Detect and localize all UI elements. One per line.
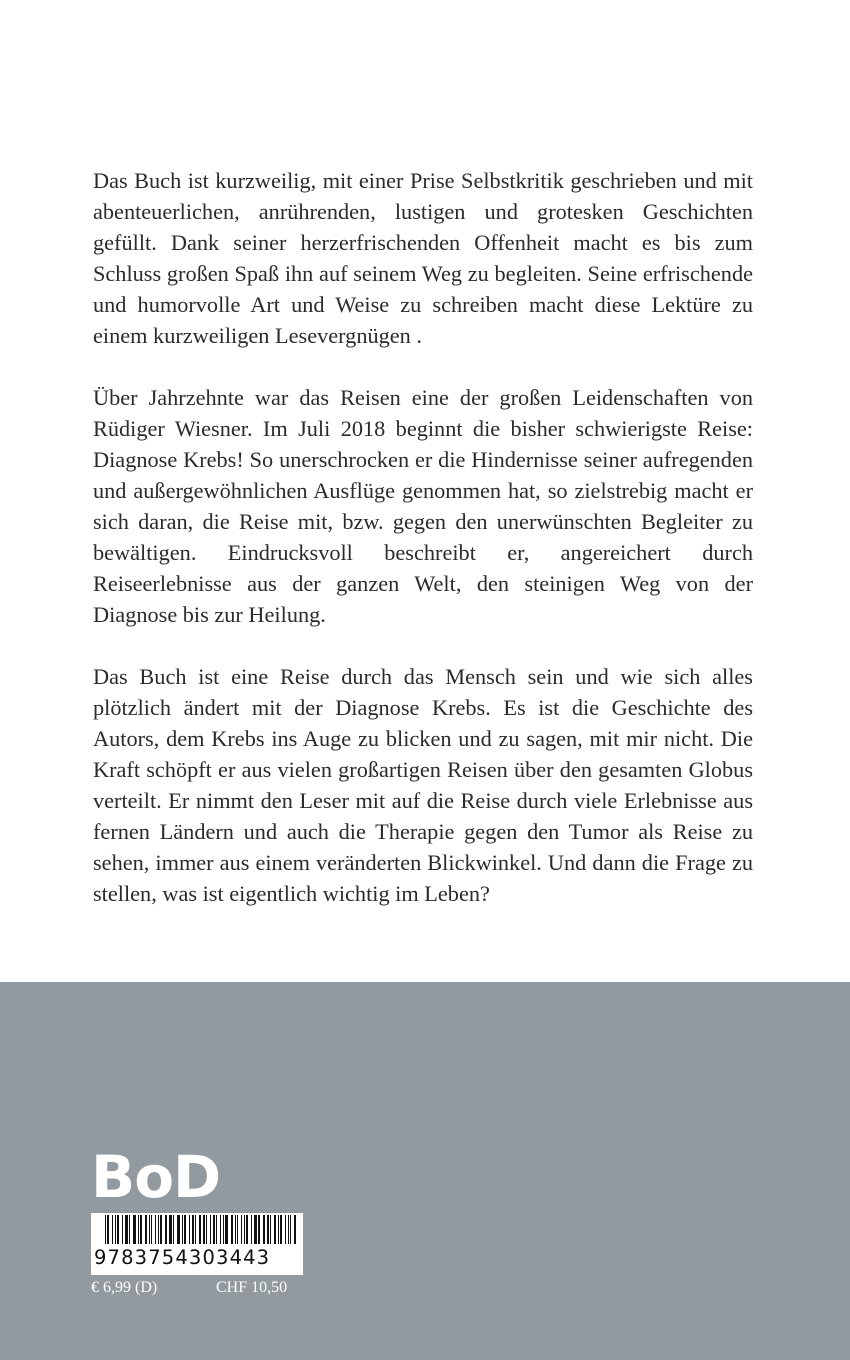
barcode-bar xyxy=(195,1215,196,1244)
publisher-logo: BoD xyxy=(91,1143,221,1211)
barcode-bar xyxy=(241,1215,242,1244)
barcode-bar xyxy=(223,1215,224,1244)
barcode-bar xyxy=(237,1215,238,1244)
barcode-bar xyxy=(112,1215,113,1244)
barcode-bar xyxy=(105,1215,106,1244)
barcode-bar xyxy=(258,1215,260,1244)
barcode-bar xyxy=(206,1215,207,1244)
price-chf: CHF 10,50 xyxy=(216,1279,288,1296)
blurb-paragraph-3: Das Buch ist eine Reise durch das Mensch sein und wie sich alles plötzlich ändert mit der Diagnose Krebs. Es ist die Geschichte des Autors, dem Krebs ins Auge zu blicken und zu sagen, mit mir nicht. Die Kraft schöpft er aus vielen großartigen Reisen über den gesamten Globus verteilt. Er nimmt den Leser mit auf die Reise durch viele Erlebnisse aus fernen Ländern und auch die Therapie gegen den Tumor als Reise zu sehen, immer aus einem veränderten Blickwinkel. Und dann die Frage zu stellen, was ist eigentlich wichtig im Leben? xyxy=(93,664,753,906)
barcode-bar xyxy=(254,1215,257,1244)
barcode-bar xyxy=(216,1215,217,1244)
barcode-bar xyxy=(294,1215,296,1244)
barcode-bar xyxy=(203,1215,205,1244)
barcode-bar xyxy=(213,1215,215,1244)
barcode-bar xyxy=(220,1215,221,1244)
barcode-bar xyxy=(165,1215,167,1244)
barcode-bar xyxy=(288,1215,289,1244)
barcode-bar xyxy=(274,1215,276,1244)
barcode-bar xyxy=(155,1215,156,1244)
barcode-bar xyxy=(160,1215,162,1244)
barcode-bar xyxy=(192,1215,194,1244)
barcode-bars xyxy=(91,1213,303,1244)
blurb-paragraph-2: Über Jahrzehnte war das Reisen eine der großen Leidenschaften von Rüdiger Wiesner. Im Juli 2018 beginnt die bisher schwierigste Reise: Diagnose Krebs! So unerschrocken er die Hindernisse seiner aufregenden und außergewöhnlichen Ausflüge genommen hat, so zielstrebig macht er sich daran, die Reise mit, bzw. gegen den unerwünschten Begleiter zu bewältigen. Eindrucksvoll beschreibt er, angereichert durch Reiseerlebnisse aus der ganzen Welt, den steinigen Weg von der Diagnose bis zur Heilung. xyxy=(93,385,753,627)
back-cover-blurb xyxy=(93,165,753,940)
barcode-bar xyxy=(115,1215,116,1244)
barcode-bar xyxy=(182,1215,183,1244)
price-euro: € 6,99 (D) xyxy=(91,1279,158,1296)
barcode-bar xyxy=(290,1215,291,1244)
isbn-barcode xyxy=(91,1213,303,1275)
barcode-bar xyxy=(270,1215,271,1244)
barcode-bar xyxy=(145,1215,147,1244)
barcode-bar xyxy=(169,1215,172,1244)
barcode-bar xyxy=(151,1215,152,1244)
barcode-bar xyxy=(173,1215,174,1244)
barcode-bar xyxy=(117,1215,119,1244)
barcode-bar xyxy=(246,1215,248,1244)
barcode-bar xyxy=(225,1215,228,1244)
barcode-bar xyxy=(107,1215,109,1244)
barcode-bar xyxy=(158,1215,159,1244)
barcode-bar xyxy=(251,1215,252,1244)
barcode-bar xyxy=(231,1215,233,1244)
barcode-bar xyxy=(184,1215,186,1244)
barcode-bar xyxy=(122,1215,123,1244)
barcode-bar xyxy=(244,1215,245,1244)
barcode-bar xyxy=(199,1215,201,1244)
barcode-bar xyxy=(177,1215,180,1244)
barcode-bar xyxy=(140,1215,142,1244)
barcode-bar xyxy=(138,1215,139,1244)
barcode-bar xyxy=(235,1215,236,1244)
barcode-bar xyxy=(280,1215,282,1244)
blurb-paragraph-1: Das Buch ist kurzweilig, mit einer Prise Selbstkritik geschrieben und mit abenteuerlichen, anrührenden, lustigen und grotesken Geschichten gefüllt. Dank seiner herzerfrischenden Offenheit macht es bis zum Schluss großen Spaß ihn auf seinem Weg zu begleiten. Seine erfrischende und humorvolle Art und Weise zu schreiben macht diese Lektüre zu einem kurzweiligen Lesevergnügen . xyxy=(93,168,753,348)
isbn-digits: 9783754303443 xyxy=(94,1246,271,1269)
barcode-bar xyxy=(210,1215,211,1244)
barcode-bar xyxy=(149,1215,150,1244)
barcode-bar xyxy=(129,1215,130,1244)
barcode-bar xyxy=(267,1215,269,1244)
barcode-bar xyxy=(285,1215,286,1244)
barcode-bar xyxy=(133,1215,136,1244)
barcode-bar xyxy=(263,1215,265,1244)
barcode-bar xyxy=(125,1215,128,1244)
barcode-bar xyxy=(278,1215,279,1244)
barcode-bar xyxy=(189,1215,190,1244)
